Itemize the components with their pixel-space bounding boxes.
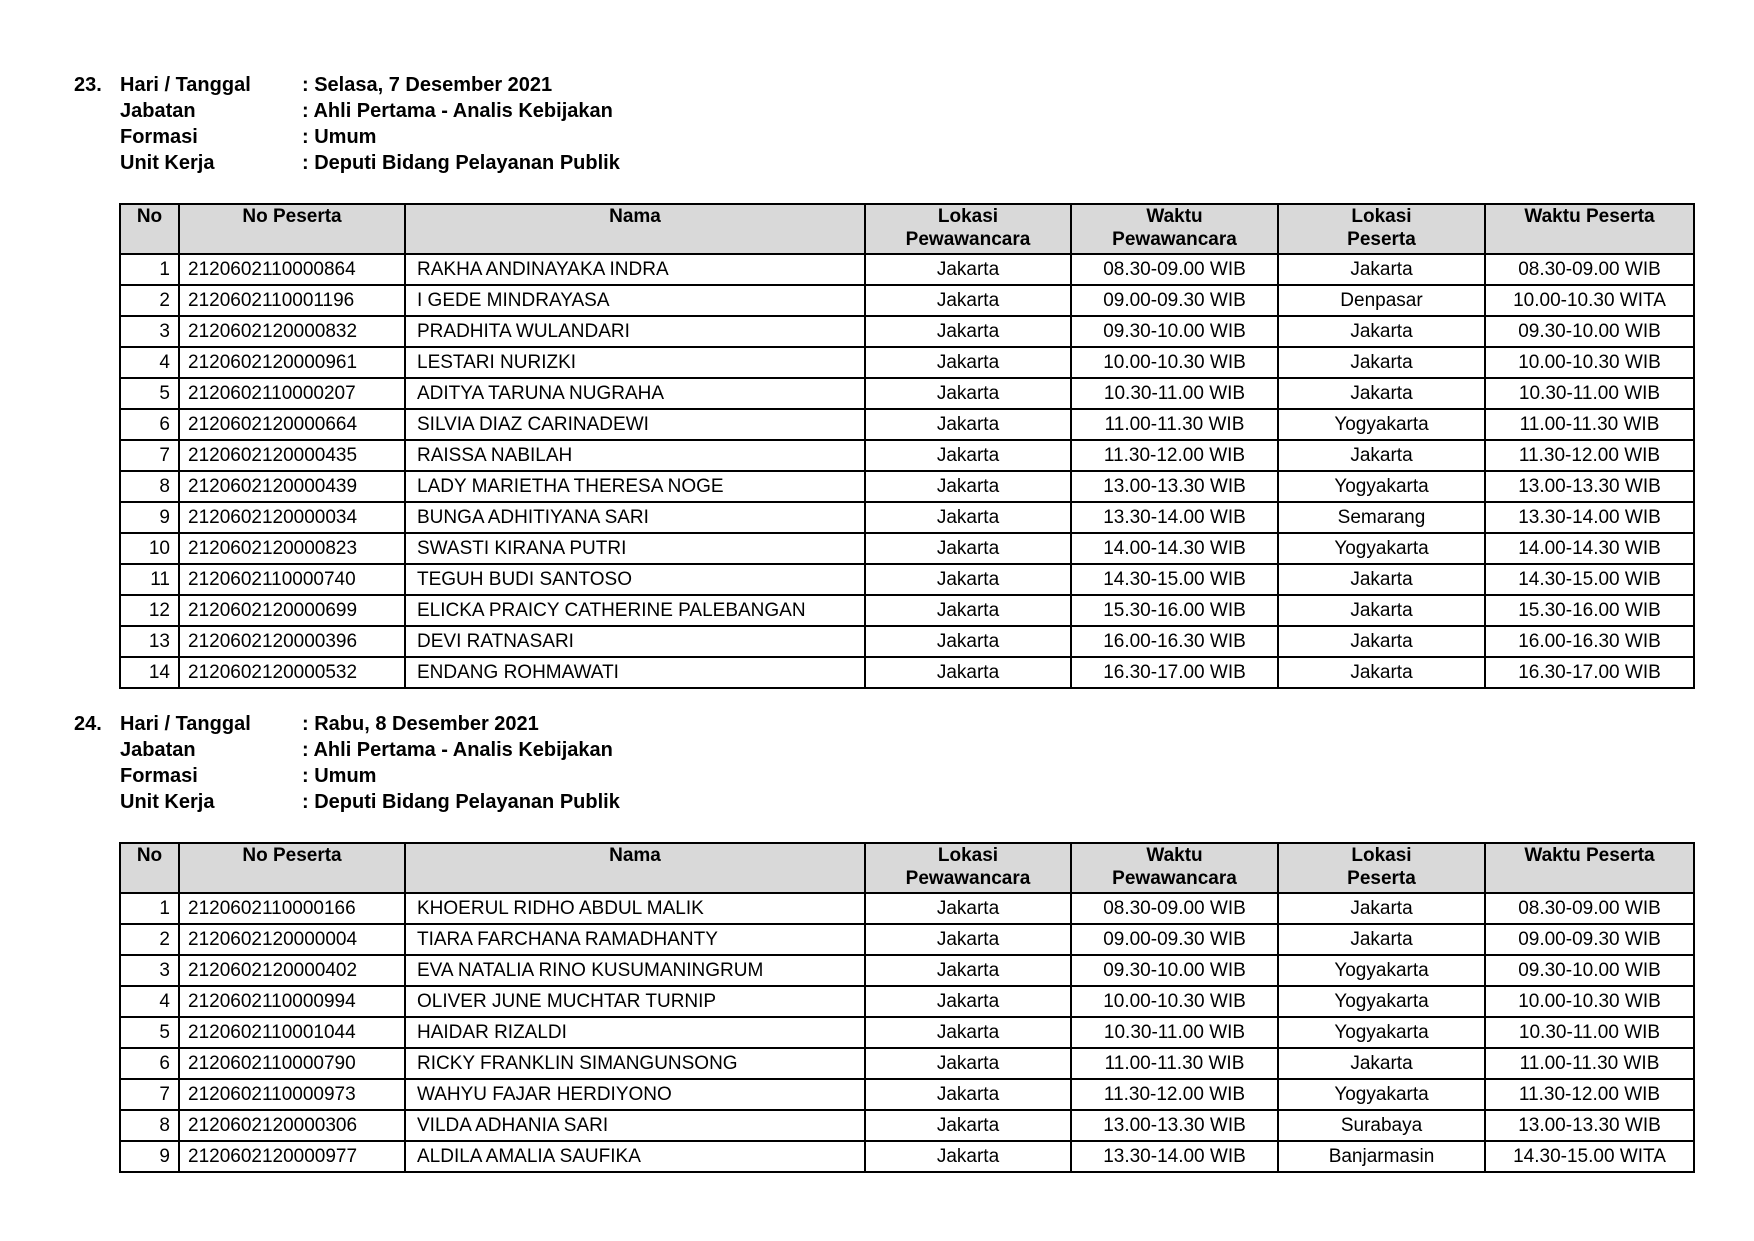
cell-lokasi-peserta: Surabaya: [1278, 1110, 1485, 1141]
cell-no-peserta: 2120602110000166: [179, 893, 405, 924]
cell-lokasi-pewawancara: Jakarta: [865, 378, 1071, 409]
cell-no-peserta: 2120602120000823: [179, 533, 405, 564]
meta-label: Unit Kerja: [120, 152, 215, 174]
meta-value: : Umum: [302, 126, 377, 148]
cell-no-peserta: 2120602110000973: [179, 1079, 405, 1110]
cell-lokasi-peserta: Banjarmasin: [1278, 1141, 1485, 1172]
cell-no-peserta: 2120602110000207: [179, 378, 405, 409]
table-row: [120, 1048, 1694, 1079]
cell-lokasi-peserta: Jakarta: [1278, 893, 1485, 924]
cell-lokasi-peserta: Yogyakarta: [1278, 1079, 1485, 1110]
table-row: [120, 657, 1694, 688]
cell-no-peserta: 2120602120000664: [179, 409, 405, 440]
cell-no: 1: [120, 254, 179, 285]
cell-nama: LADY MARIETHA THERESA NOGE: [405, 471, 865, 502]
cell-lokasi-pewawancara: Jakarta: [865, 285, 1071, 316]
cell-no: 2: [120, 285, 179, 316]
header-no: No: [120, 843, 179, 893]
section-number: 24.: [74, 713, 102, 735]
cell-lokasi-pewawancara: Jakarta: [865, 657, 1071, 688]
cell-waktu-peserta: 10.30-11.00 WIB: [1485, 1017, 1694, 1048]
cell-waktu-pewawancara: 13.30-14.00 WIB: [1071, 1141, 1278, 1172]
table-row: [120, 409, 1694, 440]
cell-nama: RICKY FRANKLIN SIMANGUNSONG: [405, 1048, 865, 1079]
meta-row: [74, 72, 620, 98]
cell-lokasi-pewawancara: Jakarta: [865, 986, 1071, 1017]
table-row: [120, 285, 1694, 316]
cell-waktu-peserta: 16.00-16.30 WIB: [1485, 626, 1694, 657]
cell-lokasi-pewawancara: Jakarta: [865, 1048, 1071, 1079]
cell-waktu-peserta: 14.30-15.00 WIB: [1485, 564, 1694, 595]
table-row: [120, 955, 1694, 986]
cell-lokasi-pewawancara: Jakarta: [865, 626, 1071, 657]
cell-waktu-peserta: 08.30-09.00 WIB: [1485, 254, 1694, 285]
cell-no-peserta: 2120602110001044: [179, 1017, 405, 1048]
cell-no: 6: [120, 1048, 179, 1079]
header-waktu-pewawancara: Waktu Pewawancara: [1071, 204, 1278, 254]
table-row: [120, 254, 1694, 285]
table-row: [120, 347, 1694, 378]
table-row: [120, 924, 1694, 955]
cell-lokasi-pewawancara: Jakarta: [865, 564, 1071, 595]
cell-waktu-pewawancara: 10.30-11.00 WIB: [1071, 1017, 1278, 1048]
cell-lokasi-pewawancara: Jakarta: [865, 502, 1071, 533]
cell-no: 5: [120, 378, 179, 409]
cell-waktu-pewawancara: 11.30-12.00 WIB: [1071, 440, 1278, 471]
cell-lokasi-peserta: Yogyakarta: [1278, 471, 1485, 502]
cell-no: 5: [120, 1017, 179, 1048]
section-meta: [74, 72, 620, 176]
cell-nama: TEGUH BUDI SANTOSO: [405, 564, 865, 595]
meta-row: [74, 98, 620, 124]
section-number: [74, 124, 120, 150]
cell-waktu-peserta: 11.30-12.00 WIB: [1485, 440, 1694, 471]
meta-label: Formasi: [120, 765, 198, 787]
cell-no-peserta: 2120602120000435: [179, 440, 405, 471]
meta-row: [74, 711, 620, 737]
cell-waktu-pewawancara: 10.30-11.00 WIB: [1071, 378, 1278, 409]
table-row: [120, 1141, 1694, 1172]
cell-lokasi-peserta: Denpasar: [1278, 285, 1485, 316]
cell-no-peserta: 2120602110000864: [179, 254, 405, 285]
cell-waktu-pewawancara: 10.00-10.30 WIB: [1071, 347, 1278, 378]
cell-waktu-pewawancara: 13.00-13.30 WIB: [1071, 1110, 1278, 1141]
section-number: [74, 737, 120, 763]
cell-lokasi-peserta: Yogyakarta: [1278, 1017, 1485, 1048]
cell-waktu-peserta: 11.00-11.30 WIB: [1485, 409, 1694, 440]
cell-lokasi-peserta: Jakarta: [1278, 440, 1485, 471]
table-row: [120, 1079, 1694, 1110]
cell-lokasi-pewawancara: Jakarta: [865, 595, 1071, 626]
meta-label: Jabatan: [120, 100, 196, 122]
meta-value: : Ahli Pertama - Analis Kebijakan: [302, 739, 613, 761]
table-row: [120, 1017, 1694, 1048]
cell-nama: ENDANG ROHMAWATI: [405, 657, 865, 688]
cell-nama: DEVI RATNASARI: [405, 626, 865, 657]
header-lokasi-peserta: Lokasi Peserta: [1278, 204, 1485, 254]
cell-nama: BUNGA ADHITIYANA SARI: [405, 502, 865, 533]
cell-lokasi-pewawancara: Jakarta: [865, 955, 1071, 986]
meta-label: Hari / Tanggal: [120, 713, 251, 735]
cell-lokasi-pewawancara: Jakarta: [865, 924, 1071, 955]
cell-waktu-pewawancara: 09.00-09.30 WIB: [1071, 285, 1278, 316]
meta-value: : Deputi Bidang Pelayanan Publik: [302, 152, 620, 174]
cell-no-peserta: 2120602120000402: [179, 955, 405, 986]
cell-no: 6: [120, 409, 179, 440]
cell-waktu-pewawancara: 09.00-09.30 WIB: [1071, 924, 1278, 955]
cell-no: 7: [120, 1079, 179, 1110]
cell-lokasi-peserta: Jakarta: [1278, 657, 1485, 688]
meta-row: [74, 737, 620, 763]
cell-lokasi-pewawancara: Jakarta: [865, 471, 1071, 502]
cell-waktu-peserta: 10.00-10.30 WIB: [1485, 347, 1694, 378]
cell-waktu-peserta: 16.30-17.00 WIB: [1485, 657, 1694, 688]
schedule-table: [119, 842, 1695, 1173]
cell-lokasi-peserta: Yogyakarta: [1278, 955, 1485, 986]
section-number: [74, 763, 120, 789]
cell-nama: PRADHITA WULANDARI: [405, 316, 865, 347]
meta-label: Formasi: [120, 126, 198, 148]
cell-waktu-peserta: 09.30-10.00 WIB: [1485, 955, 1694, 986]
cell-waktu-peserta: 11.00-11.30 WIB: [1485, 1048, 1694, 1079]
header-no-peserta: No Peserta: [179, 204, 405, 254]
section-number: [74, 150, 120, 176]
cell-no-peserta: 2120602120000396: [179, 626, 405, 657]
table-header-row: [120, 204, 1694, 254]
cell-no-peserta: 2120602120000034: [179, 502, 405, 533]
cell-waktu-pewawancara: 11.00-11.30 WIB: [1071, 409, 1278, 440]
table-row: [120, 316, 1694, 347]
cell-no-peserta: 2120602110000994: [179, 986, 405, 1017]
cell-lokasi-peserta: Jakarta: [1278, 595, 1485, 626]
cell-lokasi-peserta: Semarang: [1278, 502, 1485, 533]
cell-no: 1: [120, 893, 179, 924]
header-nama: Nama: [405, 204, 865, 254]
cell-lokasi-peserta: Jakarta: [1278, 924, 1485, 955]
header-waktu-peserta: Waktu Peserta: [1485, 204, 1694, 254]
cell-lokasi-peserta: Jakarta: [1278, 378, 1485, 409]
cell-lokasi-pewawancara: Jakarta: [865, 254, 1071, 285]
cell-waktu-pewawancara: 09.30-10.00 WIB: [1071, 316, 1278, 347]
cell-waktu-pewawancara: 13.00-13.30 WIB: [1071, 471, 1278, 502]
cell-lokasi-pewawancara: Jakarta: [865, 316, 1071, 347]
cell-no-peserta: 2120602120000699: [179, 595, 405, 626]
cell-waktu-peserta: 09.30-10.00 WIB: [1485, 316, 1694, 347]
cell-lokasi-pewawancara: Jakarta: [865, 1141, 1071, 1172]
cell-waktu-peserta: 14.00-14.30 WIB: [1485, 533, 1694, 564]
meta-label: Hari / Tanggal: [120, 74, 251, 96]
meta-value: : Rabu, 8 Desember 2021: [302, 713, 539, 735]
cell-lokasi-peserta: Yogyakarta: [1278, 409, 1485, 440]
cell-waktu-peserta: 13.30-14.00 WIB: [1485, 502, 1694, 533]
cell-waktu-peserta: 10.30-11.00 WIB: [1485, 378, 1694, 409]
cell-no: 12: [120, 595, 179, 626]
cell-waktu-pewawancara: 11.00-11.30 WIB: [1071, 1048, 1278, 1079]
cell-nama: KHOERUL RIDHO ABDUL MALIK: [405, 893, 865, 924]
cell-nama: SWASTI KIRANA PUTRI: [405, 533, 865, 564]
cell-lokasi-peserta: Jakarta: [1278, 626, 1485, 657]
meta-label: Unit Kerja: [120, 791, 215, 813]
cell-lokasi-peserta: Yogyakarta: [1278, 533, 1485, 564]
cell-no-peserta: 2120602110001196: [179, 285, 405, 316]
cell-waktu-peserta: 09.00-09.30 WIB: [1485, 924, 1694, 955]
cell-waktu-pewawancara: 14.30-15.00 WIB: [1071, 564, 1278, 595]
cell-nama: I GEDE MINDRAYASA: [405, 285, 865, 316]
cell-waktu-pewawancara: 14.00-14.30 WIB: [1071, 533, 1278, 564]
cell-no-peserta: 2120602120000439: [179, 471, 405, 502]
schedule-table: [119, 203, 1695, 689]
cell-waktu-pewawancara: 08.30-09.00 WIB: [1071, 254, 1278, 285]
cell-no: 2: [120, 924, 179, 955]
table-row: [120, 893, 1694, 924]
cell-waktu-peserta: 10.00-10.30 WIB: [1485, 986, 1694, 1017]
meta-row: [74, 150, 620, 176]
section-number: [74, 98, 120, 124]
cell-no-peserta: 2120602120000306: [179, 1110, 405, 1141]
cell-lokasi-pewawancara: Jakarta: [865, 440, 1071, 471]
cell-waktu-pewawancara: 16.30-17.00 WIB: [1071, 657, 1278, 688]
cell-waktu-pewawancara: 09.30-10.00 WIB: [1071, 955, 1278, 986]
cell-no-peserta: 2120602120000532: [179, 657, 405, 688]
cell-lokasi-pewawancara: Jakarta: [865, 533, 1071, 564]
meta-value: : Selasa, 7 Desember 2021: [302, 74, 553, 96]
table-row: [120, 533, 1694, 564]
cell-waktu-peserta: 13.00-13.30 WIB: [1485, 1110, 1694, 1141]
table-row: [120, 595, 1694, 626]
cell-nama: RAKHA ANDINAYAKA INDRA: [405, 254, 865, 285]
cell-nama: HAIDAR RIZALDI: [405, 1017, 865, 1048]
cell-no: 8: [120, 1110, 179, 1141]
cell-lokasi-pewawancara: Jakarta: [865, 893, 1071, 924]
cell-nama: VILDA ADHANIA SARI: [405, 1110, 865, 1141]
header-waktu-peserta: Waktu Peserta: [1485, 843, 1694, 893]
meta-row: [74, 789, 620, 815]
cell-waktu-pewawancara: 11.30-12.00 WIB: [1071, 1079, 1278, 1110]
table-row: [120, 471, 1694, 502]
meta-row: [74, 124, 620, 150]
header-waktu-pewawancara: Waktu Pewawancara: [1071, 843, 1278, 893]
cell-waktu-pewawancara: 15.30-16.00 WIB: [1071, 595, 1278, 626]
cell-lokasi-pewawancara: Jakarta: [865, 1079, 1071, 1110]
cell-no: 13: [120, 626, 179, 657]
cell-waktu-peserta: 13.00-13.30 WIB: [1485, 471, 1694, 502]
cell-nama: ELICKA PRAICY CATHERINE PALEBANGAN: [405, 595, 865, 626]
cell-no-peserta: 2120602110000790: [179, 1048, 405, 1079]
cell-nama: ALDILA AMALIA SAUFIKA: [405, 1141, 865, 1172]
cell-lokasi-pewawancara: Jakarta: [865, 1017, 1071, 1048]
cell-no: 9: [120, 502, 179, 533]
cell-no: 3: [120, 316, 179, 347]
cell-no: 8: [120, 471, 179, 502]
header-lokasi-pewawancara: Lokasi Pewawancara: [865, 843, 1071, 893]
table-row: [120, 986, 1694, 1017]
cell-no: 11: [120, 564, 179, 595]
cell-waktu-pewawancara: 16.00-16.30 WIB: [1071, 626, 1278, 657]
cell-lokasi-peserta: Jakarta: [1278, 347, 1485, 378]
cell-waktu-peserta: 14.30-15.00 WITA: [1485, 1141, 1694, 1172]
cell-lokasi-pewawancara: Jakarta: [865, 347, 1071, 378]
meta-value: : Deputi Bidang Pelayanan Publik: [302, 791, 620, 813]
cell-no-peserta: 2120602120000832: [179, 316, 405, 347]
cell-lokasi-peserta: Yogyakarta: [1278, 986, 1485, 1017]
cell-nama: SILVIA DIAZ CARINADEWI: [405, 409, 865, 440]
header-lokasi-pewawancara: Lokasi Pewawancara: [865, 204, 1071, 254]
cell-no: 4: [120, 347, 179, 378]
cell-lokasi-peserta: Jakarta: [1278, 254, 1485, 285]
cell-no: 7: [120, 440, 179, 471]
cell-lokasi-pewawancara: Jakarta: [865, 1110, 1071, 1141]
meta-row: [74, 763, 620, 789]
cell-no: 4: [120, 986, 179, 1017]
header-no: No: [120, 204, 179, 254]
meta-value: : Ahli Pertama - Analis Kebijakan: [302, 100, 613, 122]
section-meta: [74, 711, 620, 815]
cell-nama: EVA NATALIA RINO KUSUMANINGRUM: [405, 955, 865, 986]
table-row: [120, 440, 1694, 471]
header-nama: Nama: [405, 843, 865, 893]
cell-lokasi-peserta: Jakarta: [1278, 1048, 1485, 1079]
cell-no: 3: [120, 955, 179, 986]
cell-no: 9: [120, 1141, 179, 1172]
cell-waktu-peserta: 08.30-09.00 WIB: [1485, 893, 1694, 924]
meta-value: : Umum: [302, 765, 377, 787]
table-row: [120, 1110, 1694, 1141]
meta-label: Jabatan: [120, 739, 196, 761]
cell-no: 14: [120, 657, 179, 688]
cell-waktu-peserta: 15.30-16.00 WIB: [1485, 595, 1694, 626]
cell-nama: WAHYU FAJAR HERDIYONO: [405, 1079, 865, 1110]
cell-nama: ADITYA TARUNA NUGRAHA: [405, 378, 865, 409]
table-header-row: [120, 843, 1694, 893]
table-row: [120, 378, 1694, 409]
cell-lokasi-peserta: Jakarta: [1278, 316, 1485, 347]
cell-nama: TIARA FARCHANA RAMADHANTY: [405, 924, 865, 955]
cell-waktu-pewawancara: 08.30-09.00 WIB: [1071, 893, 1278, 924]
section-number: 23.: [74, 74, 102, 96]
cell-nama: LESTARI NURIZKI: [405, 347, 865, 378]
table-row: [120, 626, 1694, 657]
cell-waktu-peserta: 11.30-12.00 WIB: [1485, 1079, 1694, 1110]
header-no-peserta: No Peserta: [179, 843, 405, 893]
cell-no: 10: [120, 533, 179, 564]
table-row: [120, 502, 1694, 533]
cell-lokasi-pewawancara: Jakarta: [865, 409, 1071, 440]
table-row: [120, 564, 1694, 595]
cell-no-peserta: 2120602120000004: [179, 924, 405, 955]
cell-no-peserta: 2120602120000961: [179, 347, 405, 378]
cell-no-peserta: 2120602120000977: [179, 1141, 405, 1172]
cell-lokasi-peserta: Jakarta: [1278, 564, 1485, 595]
cell-waktu-pewawancara: 10.00-10.30 WIB: [1071, 986, 1278, 1017]
cell-waktu-pewawancara: 13.30-14.00 WIB: [1071, 502, 1278, 533]
section-number: [74, 789, 120, 815]
cell-nama: OLIVER JUNE MUCHTAR TURNIP: [405, 986, 865, 1017]
header-lokasi-peserta: Lokasi Peserta: [1278, 843, 1485, 893]
cell-no-peserta: 2120602110000740: [179, 564, 405, 595]
cell-nama: RAISSA NABILAH: [405, 440, 865, 471]
cell-waktu-peserta: 10.00-10.30 WITA: [1485, 285, 1694, 316]
